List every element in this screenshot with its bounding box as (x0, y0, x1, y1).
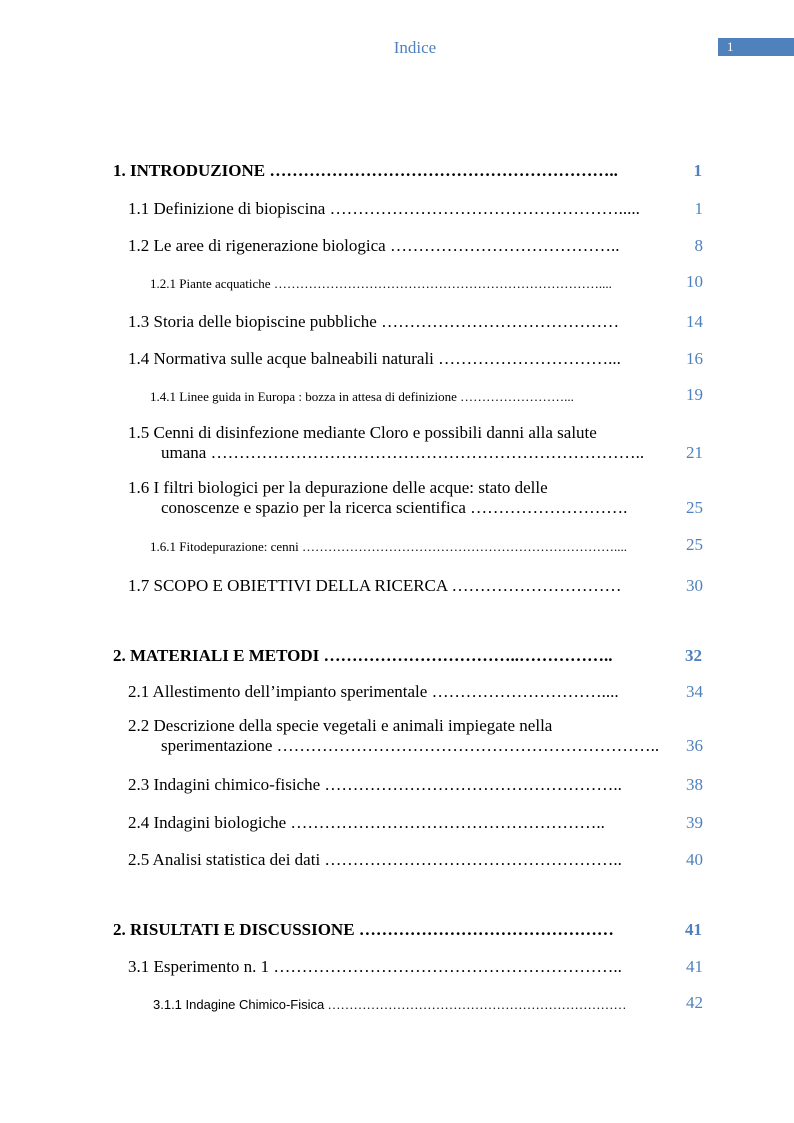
toc-leader-dots: ……………………………………… (354, 920, 614, 939)
toc-page-number: 34 (686, 682, 703, 701)
toc-entry[interactable] (128, 349, 703, 369)
toc-leader-dots: …………………………... (433, 349, 621, 368)
toc-entry[interactable] (128, 716, 703, 756)
toc-leader-dots: ………………………………………………………………….... (270, 276, 612, 291)
toc-entry-title: 1.4.1 Linee guida in Europa : bozza in attesa di definizione (150, 389, 457, 404)
toc-page-number: 14 (686, 312, 703, 331)
toc-entry[interactable] (150, 535, 703, 555)
toc-page-number: 10 (686, 272, 703, 291)
toc-page-number: 1 (694, 199, 703, 218)
toc-entry[interactable] (128, 813, 703, 833)
toc-leader-dots: ……………………………………………….. (286, 813, 605, 832)
toc-entry-title: 2.1 Allestimento dell’impianto sperimentale (128, 682, 428, 701)
toc-leader-dots: ………………………. (465, 498, 628, 517)
toc-page-number: 19 (686, 385, 703, 404)
toc-entry[interactable] (128, 312, 703, 332)
toc-leader-dots: …………………………………… (376, 312, 620, 331)
toc-entry[interactable] (150, 385, 703, 405)
toc-entry-title: 1.2 Le aree di rigenerazione biologica (128, 236, 386, 255)
toc-leader-dots: …………………………………………………….. (269, 957, 622, 976)
toc-entry-title: 2.2 Descrizione della specie vegetali e animali impiegate nella (128, 716, 553, 735)
toc-page-number: 41 (686, 957, 703, 976)
toc-entry[interactable] (128, 682, 703, 702)
toc-leader-dots: …………………………………………………….. (265, 161, 618, 180)
toc-entry-title: 2.3 Indagini chimico-fisiche (128, 775, 321, 794)
toc-leader-dots: ………………………………….. (385, 236, 620, 255)
toc-leader-dots: ……………………... (456, 389, 574, 404)
toc-entry-continuation: conoscenze e spazio per la ricerca scientifica (161, 498, 466, 517)
toc-page-number: 32 (685, 646, 702, 665)
toc-entry-title: 1.6 I filtri biologici per la depurazione delle acque: stato delle (128, 478, 548, 497)
header-page-number: 1 (718, 38, 794, 56)
toc-leader-dots: ………………………….... (427, 682, 619, 701)
toc-leader-dots: ……………………………………………………………….... (298, 539, 627, 554)
toc-entry-title: 1.3 Storia delle biopiscine pubbliche (128, 312, 377, 331)
toc-leader-dots: ………………………………………………………….. (272, 736, 660, 755)
toc-entry[interactable] (128, 423, 703, 463)
toc-leader-dots: ……………………………..…………….. (319, 646, 613, 665)
toc-entry-title: 2.5 Analisi statistica dei dati (128, 850, 321, 869)
toc-entry[interactable] (113, 646, 702, 666)
toc-entry-title: 1.5 Cenni di disinfezione mediante Cloro e possibili danni alla salute (128, 423, 597, 442)
toc-entry[interactable] (113, 920, 702, 940)
toc-entry-title: 1.2.1 Piante acquatiche (150, 276, 271, 291)
toc-entry[interactable] (113, 161, 702, 181)
toc-page-number: 41 (685, 920, 702, 939)
toc-page-number: 1 (693, 161, 702, 180)
toc-entry-title: 2.4 Indagini biologiche (128, 813, 287, 832)
toc-page-number: 25 (686, 535, 703, 554)
toc-page-number: 36 (686, 736, 703, 755)
running-header-title: Indice (393, 38, 437, 57)
toc-leader-dots: ………………………… (447, 576, 622, 595)
toc-entry[interactable] (153, 993, 703, 1013)
toc-page-number: 30 (686, 576, 703, 595)
toc-page-number: 21 (686, 443, 703, 462)
toc-entry-continuation: sperimentazione (161, 736, 273, 755)
toc-leader-dots: …………………………………………………………… (324, 997, 627, 1012)
toc-page-number: 39 (686, 813, 703, 832)
toc-page-number: 8 (694, 236, 703, 255)
toc-entry[interactable] (128, 199, 703, 219)
toc-entry[interactable] (128, 850, 703, 870)
toc-entry[interactable] (128, 236, 703, 256)
toc-leader-dots: ……………………………………………..... (325, 199, 640, 218)
toc-entry[interactable] (128, 775, 703, 795)
toc-leader-dots: …………………………………………….. (320, 775, 622, 794)
toc-entry-title: 2. RISULTATI E DISCUSSIONE (113, 920, 355, 939)
toc-entry[interactable] (128, 576, 703, 596)
toc-entry-continuation: umana (161, 443, 207, 462)
toc-entry-title: 2. MATERIALI E METODI (113, 646, 320, 665)
toc-page-number: 40 (686, 850, 703, 869)
toc-entry-title: 1. INTRODUZIONE (113, 161, 266, 180)
toc-entry-title: 1.6.1 Fitodepurazione: cenni (150, 539, 299, 554)
toc-page-number: 38 (686, 775, 703, 794)
toc-leader-dots: …………………………………………….. (320, 850, 622, 869)
toc-entry[interactable] (128, 957, 703, 977)
toc-entry-title: 1.7 SCOPO E OBIETTIVI DELLA RICERCA (128, 576, 448, 595)
toc-page-number: 16 (686, 349, 703, 368)
toc-entry[interactable] (128, 478, 703, 518)
toc-entry-title: 1.1 Definizione di biopiscina (128, 199, 326, 218)
toc-page-number: 42 (686, 993, 703, 1012)
toc-entry-title: 3.1.1 Indagine Chimico-Fisica (153, 997, 325, 1012)
toc-leader-dots: ………………………………………………………………….. (206, 443, 645, 462)
toc-entry-title: 1.4 Normativa sulle acque balneabili naturali (128, 349, 434, 368)
toc-page-number: 25 (686, 498, 703, 517)
toc-entry[interactable] (150, 272, 703, 292)
toc-entry-title: 3.1 Esperimento n. 1 (128, 957, 270, 976)
